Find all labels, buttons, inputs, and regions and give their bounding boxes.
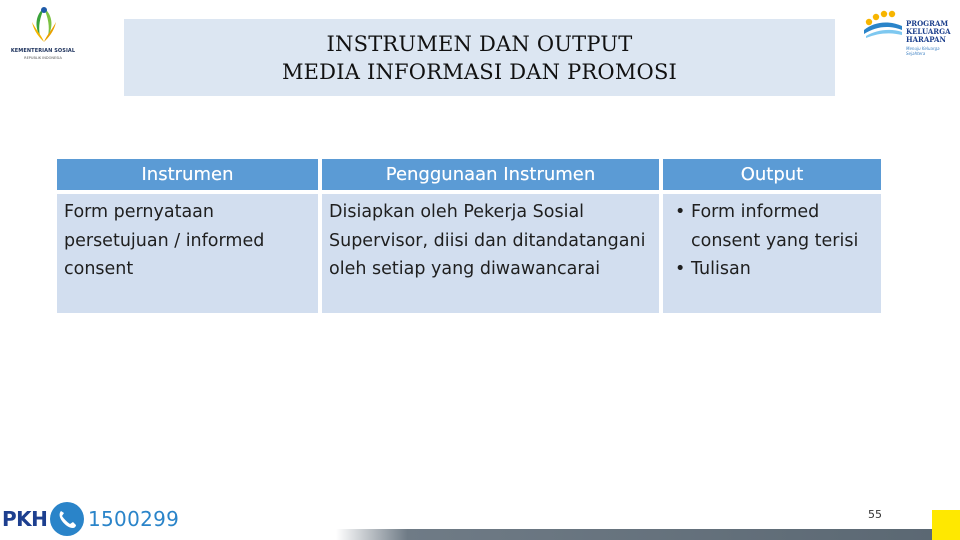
kemensos-subcaption: REPUBLIK INDONESIA	[24, 56, 62, 60]
phone-icon	[50, 502, 84, 536]
pkh-label: PKH	[2, 507, 48, 531]
header-penggunaan-label: Penggunaan Instrumen	[385, 164, 596, 185]
header-penggunaan	[320, 157, 661, 192]
title-line-1: INSTRUMEN DAN OUTPUT	[326, 31, 633, 56]
program-keluarga-harapan-logo	[862, 6, 957, 58]
output-item: • Tulisan	[670, 255, 875, 284]
cell-penggunaan: Disiapkan oleh Pekerja Sosial Supervisor, diisi dan ditandatangani oleh setiap yang diwawancarai	[320, 192, 661, 315]
pkh-brand-line: KELUARGA	[906, 27, 951, 36]
cell-instrumen: Form pernyataan persetujuan / informed consent	[55, 192, 320, 315]
pkh-brand-text	[906, 20, 951, 44]
phone-handset-icon	[50, 502, 84, 536]
slide-title	[124, 19, 835, 96]
kemensos-emblem-icon	[26, 4, 62, 44]
pkh-brand-line: PROGRAM	[906, 19, 949, 28]
header-output-label: Output	[740, 164, 804, 185]
pkh-emblem-icon	[862, 8, 902, 38]
header-instrumen-label: Instrumen	[141, 164, 234, 185]
kementerian-sosial-logo	[8, 4, 78, 64]
kemensos-caption: KEMENTERIAN SOSIAL	[10, 48, 76, 54]
page-number: 55	[868, 508, 882, 521]
title-line-2: MEDIA INFORMASI DAN PROMOSI	[281, 59, 678, 84]
header-instrumen	[55, 157, 320, 192]
pkh-brand-line: HARAPAN	[906, 35, 946, 44]
pkh-hotline	[0, 500, 180, 538]
output-list	[670, 198, 875, 284]
instrument-table	[55, 157, 883, 315]
footer-accent-block	[932, 510, 960, 540]
header-output	[661, 157, 883, 192]
footer-bar	[336, 529, 932, 540]
output-item: • Form informed consent yang terisi	[670, 198, 875, 255]
hotline-number: 1500299	[88, 507, 180, 531]
cell-output	[661, 192, 883, 315]
pkh-tagline: Menuju Keluarga Sejahtera	[906, 46, 940, 56]
